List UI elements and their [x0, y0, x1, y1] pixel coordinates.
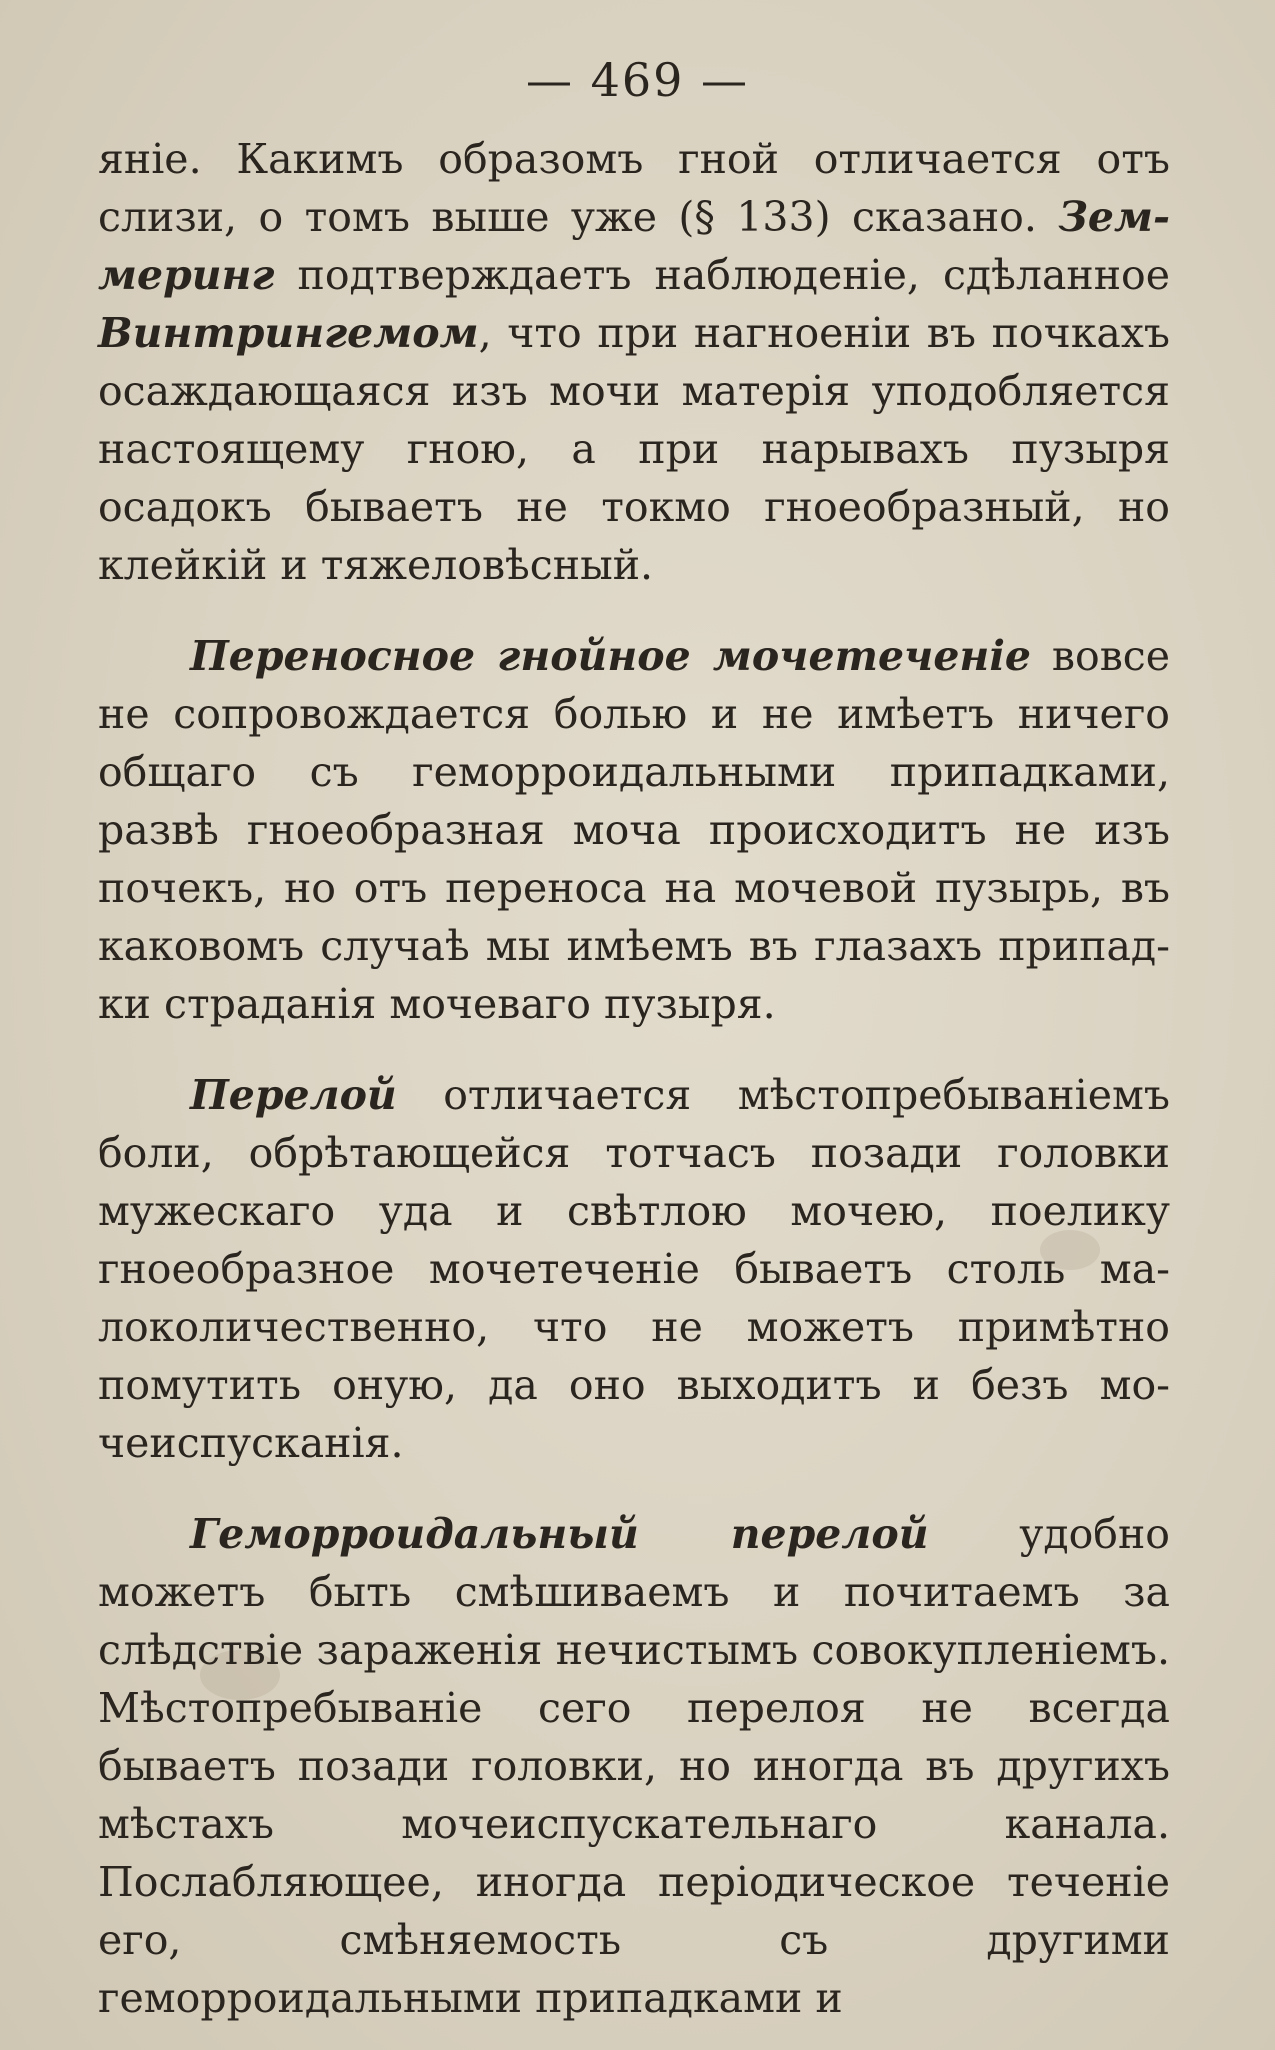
text-run: отличается мѣстопребываніемъ боли, обрѣтающейся тотчасъ позади головки мужескаго уда и свѣтлою мочею, поелику гноеобразное мочетеченіе бываетъ столь малоколичественно, что не можетъ примѣтно помутить оную, да оно выходитъ и безъ мочеиспусканія. — [98, 1071, 1170, 1467]
text-run: , что при нагноеніи въ почкахъ осаждающаяся изъ мочи матерія уподобляется настоящему гною, а при нарывахъ пузыря осадокъ бываетъ не токмо гноеобразный, но клейкій и тяжеловѣсный. — [98, 309, 1170, 589]
paragraph-2 — [98, 627, 1170, 1033]
italic-name-wintringham: Винтрингемом — [98, 309, 479, 357]
text-run: вовсе не сопровождается болью и не имѣетъ ничего общаго съ геморроидальными припадками, развѣ гноеобразная моча происходитъ не изъ почекъ, но отъ переноса на мочевой пузырь, въ каковомъ случаѣ мы имѣемъ въ глазахъ припадки страданія мочеваго пузыря. — [98, 632, 1170, 1028]
italic-term: Перелой — [190, 1071, 397, 1119]
paragraph-4 — [98, 1505, 1170, 2027]
text-run: удобно можетъ быть смѣшиваемъ и почитаемъ за слѣдствіе зараженія нечистымъ совокупленіемъ. Мѣстопребываніе сего перелоя не всегда бываетъ позади головки, но иногда въ другихъ мѣстахъ мочеиспускательнаго канала. Послабляющее, иногда періодическое теченіе его, смѣняемость съ другими геморроидальными припадками и — [98, 1510, 1170, 2022]
page-number: — 469 — — [525, 53, 750, 107]
italic-name-zemmering: Земмеринг — [98, 193, 1170, 299]
italic-term: Геморроидальный перелой — [190, 1510, 929, 1558]
body-text — [98, 130, 1170, 2050]
paragraph-1 — [98, 130, 1170, 594]
paragraph-3 — [98, 1066, 1170, 1472]
italic-term: Переносное гнойное мочетеченіе — [190, 632, 1031, 680]
text-run: подтверждаетъ наблюденіе, сдѣланное — [274, 251, 1170, 299]
text-run: яніе. Какимъ образомъ гной отличается отъ слизи, о томъ выше уже (§ 133) сказано. — [98, 135, 1170, 241]
